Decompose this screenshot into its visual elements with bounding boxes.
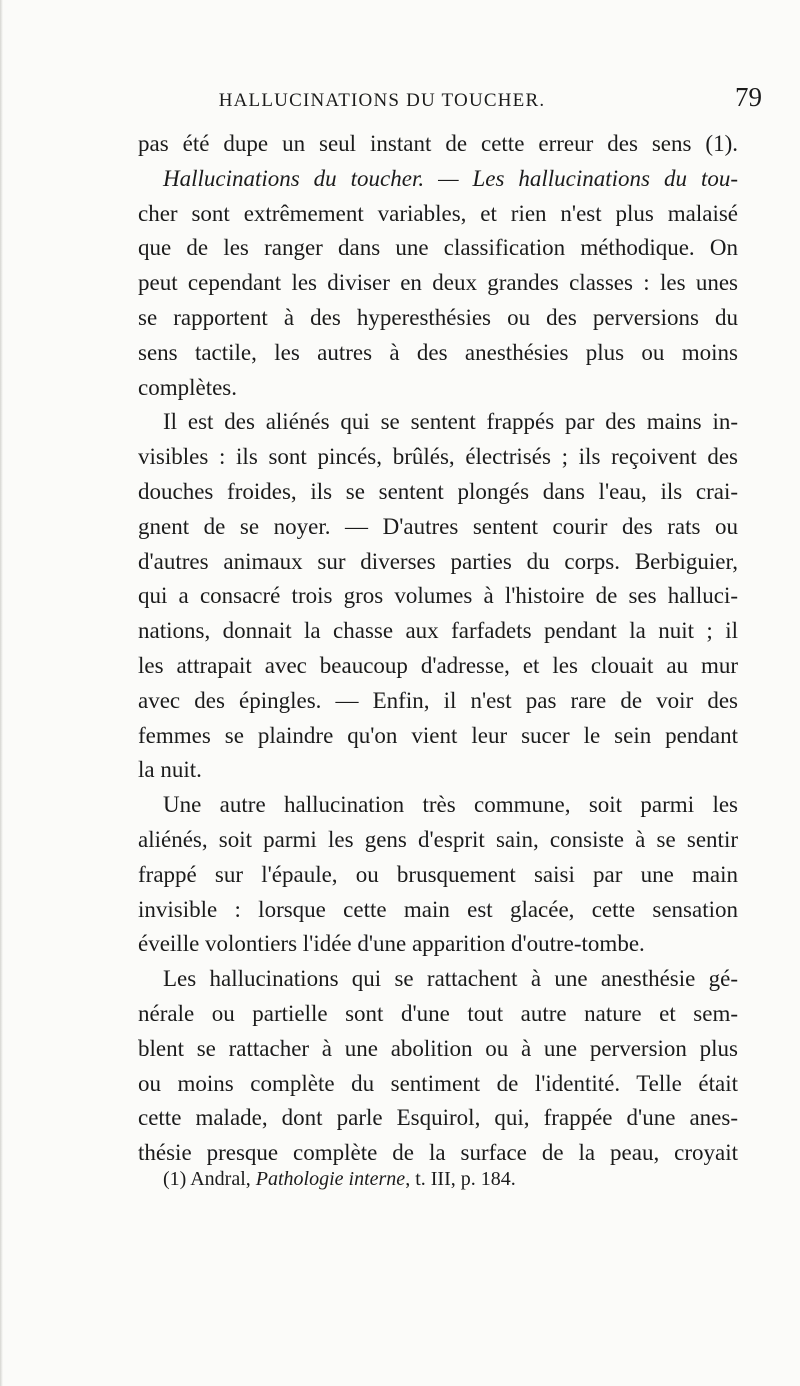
text-line: invisible : lorsque cette main est glacée, cette sensation	[138, 896, 738, 922]
page-edge-shadow	[0, 0, 3, 1386]
text-line: qui a consacré trois gros volumes à l'histoire de ses halluci-	[138, 583, 738, 609]
text-line: la nuit.	[138, 757, 202, 783]
text-line: douches froides, ils se sentent plongés dans l'eau, ils crai-	[138, 478, 738, 504]
text-line: les attrapait avec beaucoup d'adresse, et les clouait au mur	[138, 652, 738, 678]
text-line: aliénés, soit parmi les gens d'esprit sain, consiste à se sentir	[138, 826, 738, 852]
text-line: complètes.	[138, 374, 237, 400]
text-line: ou moins complète du sentiment de l'identité. Telle était	[138, 1070, 738, 1096]
text-line-section-heading	[138, 162, 738, 197]
text-line: avec des épingles. — Enfin, il n'est pas rare de voir des	[138, 687, 738, 713]
text-line: Les hallucinations qui se rattachent à une anesthésie gé-	[163, 966, 738, 992]
text-line: Il est des aliénés qui se sentent frappés par des mains in-	[163, 409, 738, 435]
footnote	[163, 1168, 516, 1191]
text-line: Une autre hallucination très commune, soit parmi les	[163, 792, 738, 818]
body-text	[138, 127, 738, 1171]
text-line: sens tactile, les autres à des anesthésies plus ou moins	[138, 339, 738, 365]
text-line: se rapportent à des hyperesthésies ou des perversions du	[138, 304, 738, 330]
running-title: HALLUCINATIONS DU TOUCHER.	[218, 90, 546, 111]
text-line: pas été dupe un seul instant de cette erreur des sens (1).	[138, 131, 738, 156]
footnote-suffix: , t. III, p. 184.	[405, 1168, 516, 1190]
footnote-prefix: (1) Andral,	[163, 1168, 256, 1190]
text-line: que de les ranger dans une classification méthodique. On	[138, 235, 738, 261]
text-line: visibles : ils sont pincés, brûlés, électrisés ; ils reçoivent des	[138, 444, 738, 470]
text-line: cher sont extrêmement variables, et rien n'est plus malaisé	[138, 200, 738, 226]
footnote-title: Pathologie interne	[255, 1168, 406, 1190]
text-line: gnent de se noyer. — D'autres sentent courir des rats ou	[138, 513, 738, 539]
text-line: éveille volontiers l'idée d'une apparition d'outre-tombe.	[138, 931, 645, 957]
text-line: femmes se plaindre qu'on vient leur sucer le sein pendant	[138, 722, 738, 748]
page-number: 79	[735, 82, 762, 112]
text-line: blent se rattacher à une abolition ou à une perversion plus	[138, 1035, 738, 1061]
text-line: peut cependant les diviser en deux grandes classes : les unes	[138, 270, 738, 296]
text-line: cette malade, dont parle Esquirol, qui, frappée d'une anes-	[138, 1105, 738, 1131]
text-line: frappé sur l'épaule, ou brusquement saisi par une main	[138, 861, 738, 887]
section-heading: Hallucinations du toucher. — Les hallucinations du tou-	[163, 165, 738, 191]
text-line: nérale ou partielle sont d'une tout autre nature et sem-	[138, 1000, 738, 1026]
text-line: thésie presque complète de la surface de la peau, croyait	[138, 1140, 738, 1166]
text-line: d'autres animaux sur diverses parties du corps. Berbiguier,	[138, 548, 738, 574]
text-line: nations, donnait la chasse aux farfadets pendant la nuit ; il	[138, 618, 738, 644]
